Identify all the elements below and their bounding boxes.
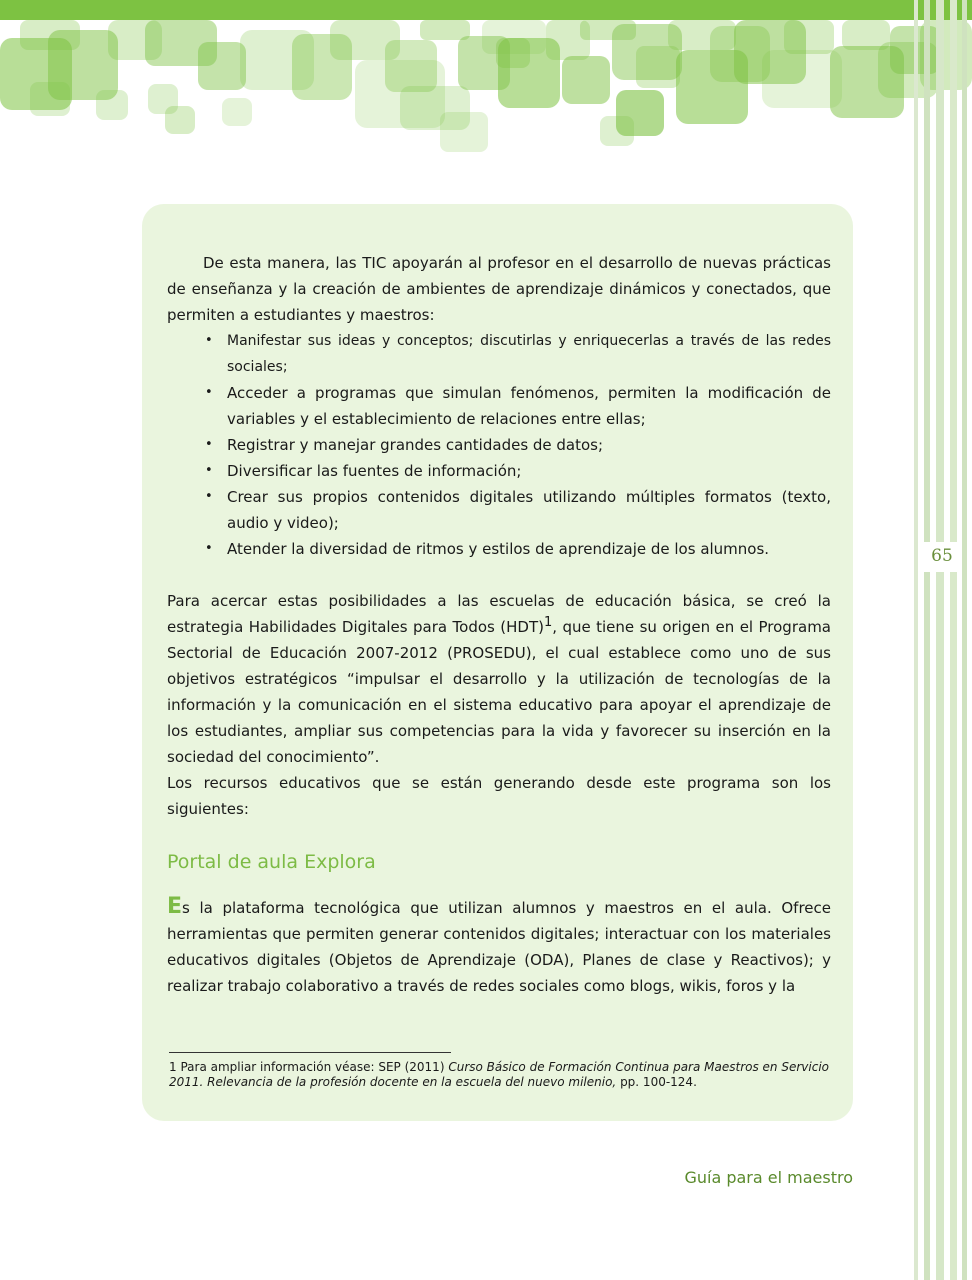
capabilities-list bbox=[167, 328, 831, 562]
right-edge-stripes bbox=[910, 0, 972, 1280]
footnote-tail: pp. 100-124. bbox=[616, 1075, 697, 1089]
resources-intro: Los recursos educativos que se están generando desde este programa son los siguientes: bbox=[167, 774, 831, 818]
footnote-title: Curso Básico de Formación Continua para Maestros en Servicio 2011. Relevancia de la profesión docente en la escuela del nuevo milenio, bbox=[169, 1060, 829, 1089]
section-title: Portal de aula Explora bbox=[167, 851, 376, 873]
deco-square bbox=[562, 56, 610, 104]
header-decoration bbox=[0, 20, 972, 170]
deco-square bbox=[440, 112, 488, 152]
deco-square bbox=[20, 20, 80, 50]
deco-square bbox=[222, 98, 252, 126]
drop-cap: E bbox=[167, 894, 183, 919]
deco-square bbox=[784, 20, 834, 54]
intro-paragraph: De esta manera, las TIC apoyarán al profesor en el desarrollo de nuevas prácticas de enseñanza y la creación de ambientes de aprendizaje dinámicos y conectados, que permiten a estudiantes y maestros: bbox=[167, 254, 831, 324]
deco-square bbox=[385, 40, 437, 92]
hdt-text-end: , que tiene su origen en el Programa Sectorial de Educación 2007-2012 (PROSEDU), el cual establece como uno de sus objetivos estratégicos “impulsar el desarrollo y la utilización de tecnologías de la información y la comunicación en el sistema educativo para apoyar el aprendizaje de los estudiantes, ampliar sus competencias para la vida y favorecer su inserción en la sociedad del conocimiento”. bbox=[167, 618, 831, 766]
footnote-reference[interactable]: 1 bbox=[543, 615, 553, 630]
list-item: • Atender la diversidad de ritmos y estilos de aprendizaje de los alumnos. bbox=[227, 536, 831, 562]
hdt-paragraph bbox=[167, 588, 831, 770]
footnote bbox=[169, 1060, 829, 1090]
section-paragraph bbox=[167, 894, 831, 999]
list-item: • Crear sus propios contenidos digitales utilizando múltiples formatos (texto, audio y video); bbox=[227, 484, 831, 536]
footnote-lead: 1 Para ampliar información véase: SEP (2011) bbox=[169, 1060, 449, 1074]
deco-square bbox=[420, 20, 470, 40]
deco-square bbox=[96, 90, 128, 120]
footnote-divider bbox=[169, 1052, 451, 1053]
page-number: 65 bbox=[922, 542, 962, 572]
main-content bbox=[167, 250, 831, 999]
top-green-bar bbox=[0, 0, 972, 20]
hdt-text-start: Para acercar estas posibilidades a las escuelas de educación básica, se creó la estrategia Habilidades Digitales para Todos (HDT) bbox=[167, 592, 831, 636]
list-item: • Manifestar sus ideas y conceptos; discutirlas y enriquecerlas a través de las redes sociales; bbox=[227, 328, 831, 380]
deco-square bbox=[198, 42, 246, 90]
deco-square bbox=[616, 90, 664, 136]
list-item: • Acceder a programas que simulan fenómenos, permiten la modificación de variables y el establecimiento de relaciones entre ellas; bbox=[227, 380, 831, 432]
list-item: • Registrar y manejar grandes cantidades de datos; bbox=[227, 432, 831, 458]
list-item: • Diversificar las fuentes de información; bbox=[227, 458, 831, 484]
deco-square bbox=[165, 106, 195, 134]
footer-title: Guía para el maestro bbox=[684, 1168, 853, 1187]
deco-square bbox=[30, 82, 70, 116]
deco-square bbox=[636, 46, 680, 88]
section-text: s la plataforma tecnológica que utilizan alumnos y maestros en el aula. Ofrece herramientas que permiten generar contenidos digitales; interactuar con los materiales educativos digitales (Objetos de Aprendizaje (ODA), Planes de clase y Reactivos); y realizar trabajo colaborativo a través de redes sociales como blogs, wikis, foros y la bbox=[167, 899, 831, 995]
